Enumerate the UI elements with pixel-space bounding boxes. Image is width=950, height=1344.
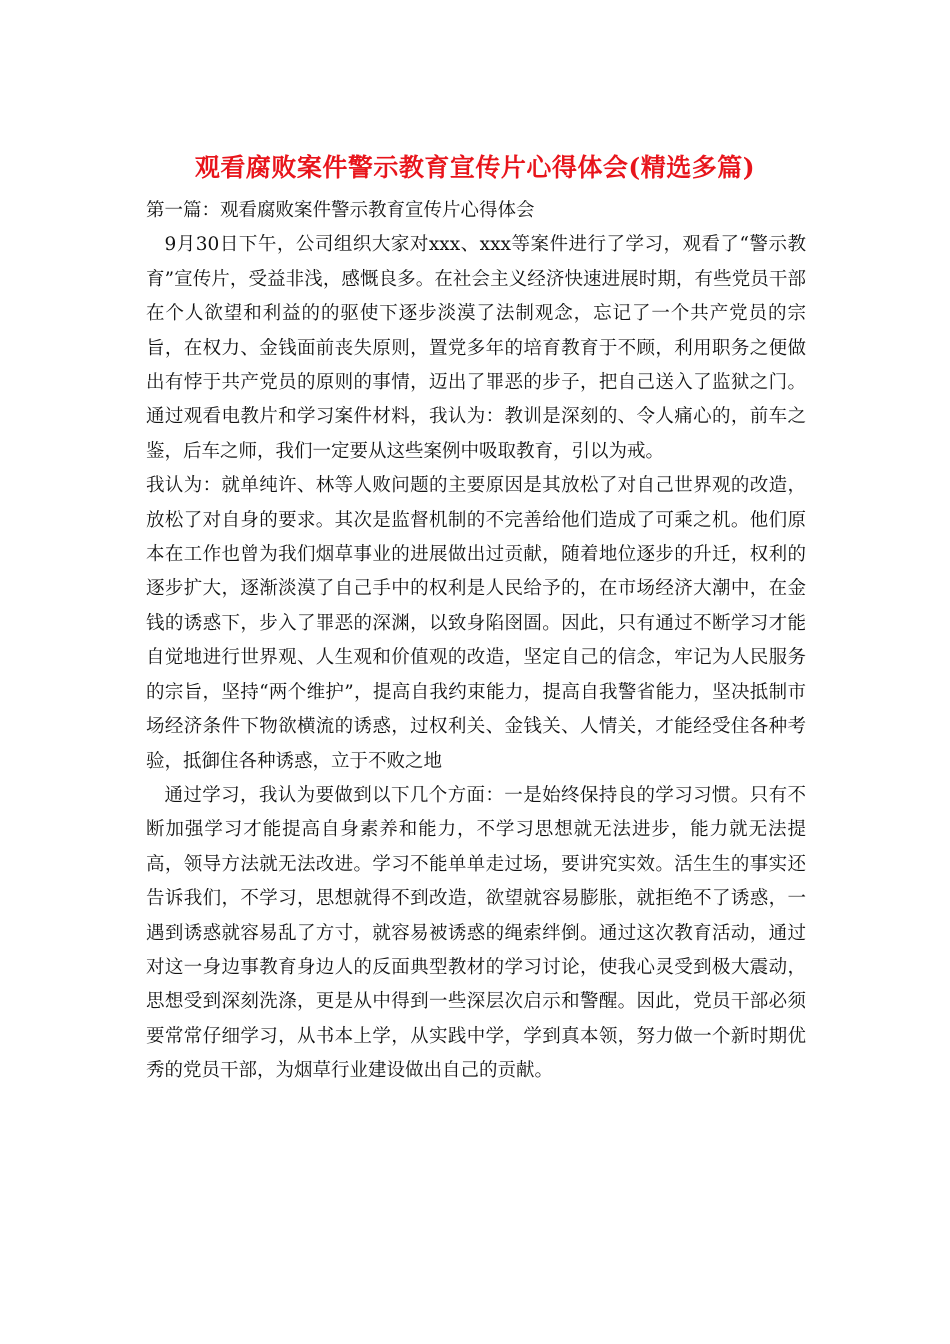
- paragraph-1: 9月30日下午，公司组织大家对xxx、xxx等案件进行了学习，观看了“警示教育”宣传片，受益非浅，感慨良多。在社会主义经济快速进展时期，有些党员干部在个人欲望和利益的的驱使下逐步淡漠了法制观念，忘记了一个共产党员的宗旨，在权力、金钱面前丧失原则，置党多年的培育教育于不顾，利用职务之便做出有悖于共产党员的原则的事情，迈出了罪恶的步子，把自己送入了监狱之门。通过观看电教片和学习案件材料，我认为：教训是深刻的、令人痛心的，前车之鉴，后车之师，我们一定要从这些案例中吸取教育，引以为戒。: [146, 234, 806, 462]
- paragraph-2: 我认为：就单纯许、林等人败问题的主要原因是其放松了对自己世界观的改造，放松了对自身的要求。其次是监督机制的不完善给他们造成了可乘之机。他们原本在工作也曾为我们烟草事业的进展做出过贡献，随着地位逐步的升迁，权利的逐步扩大，逐渐淡漠了自己手中的权利是人民给予的，在市场经济大潮中，在金钱的诱惑下，步入了罪恶的深渊，以致身陷囹圄。因此，只有通过不断学习才能自觉地进行世界观、人生观和价值观的改造，坚定自己的信念，牢记为人民服务的宗旨，坚持“两个维护”，提高自我约束能力，提高自我警省能力，坚决抵制市场经济条件下物欲横流的诱惑，过权利关、金钱关、人情关，才能经受住各种考验，抵御住各种诱惑，立于不败之地: [146, 475, 806, 772]
- paragraph-3: 通过学习，我认为要做到以下几个方面：一是始终保持良的学习习惯。只有不断加强学习才能提高自身素养和能力，不学习思想就无法进步，能力就无法提高，领导方法就无法改进。学习不能单单走过场，要讲究实效。活生生的事实还告诉我们，不学习，思想就得不到改造，欲望就容易膨胀，就拒绝不了诱惑，一遇到诱惑就容易乱了方寸，就容易被诱惑的绳索绊倒。通过这次教育活动，通过对这一身边事教育身边人的反面典型教材的学习讨论，使我心灵受到极大震动，思想受到深刻洗涤，更是从中得到一些深层次启示和警醒。因此，党员干部必须要常常仔细学习，从书本上学，从实践中学，学到真本领，努力做一个新时期优秀的党员干部，为烟草行业建设做出自己的贡献。: [146, 784, 806, 1082]
- section-heading: 第一篇：观看腐败案件警示教育宣传片心得体会: [146, 200, 535, 221]
- document-title: 观看腐败案件警示教育宣传片心得体会(精选多篇): [194, 153, 756, 182]
- document-body: [146, 194, 806, 1089]
